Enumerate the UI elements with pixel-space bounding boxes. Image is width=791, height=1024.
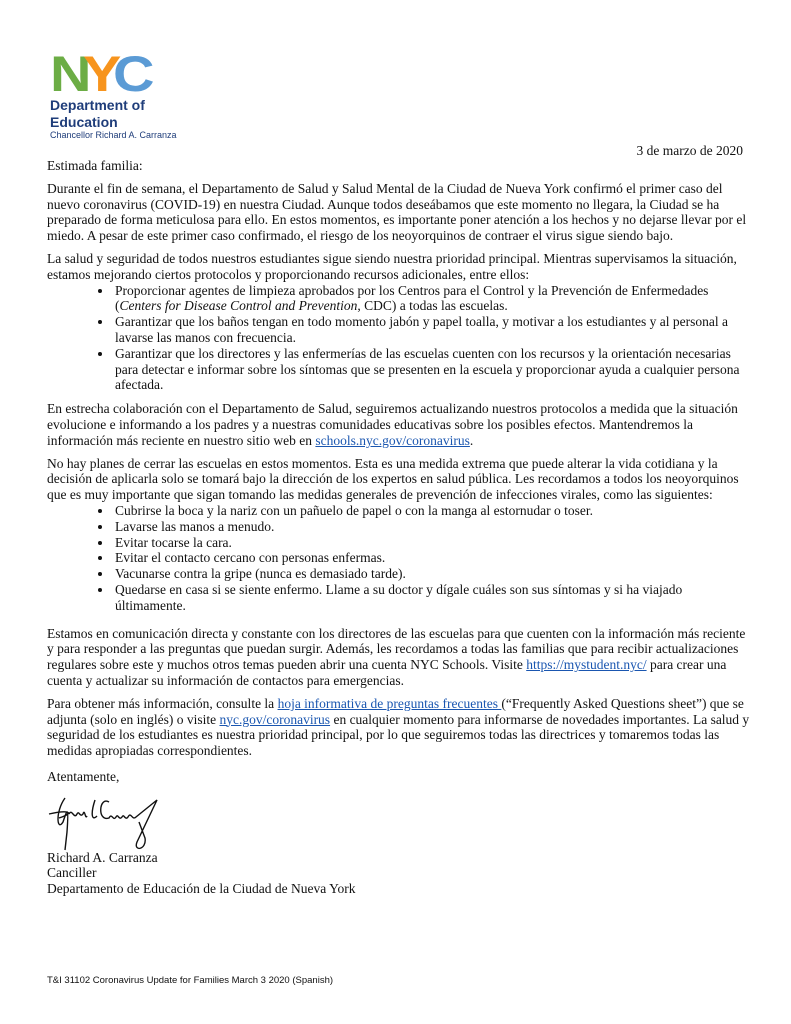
paragraph-1: Durante el fin de semana, el Departamento de Salud y Salud Mental de la Ciudad de Nueva York confirmó el primer caso del nuevo coronavirus (COVID-19) en nuestra Ciudad. Aunque todos deseábamos que este momento no llegara, la Ciudad se ha preparado de forma meticulosa para ello. En estos momentos, es importante poner atención a los hechos y no dejarse llevar por el miedo. A pesar de este primer caso confirmado, el riesgo de los neoyorquinos de contraer el virus sigue siendo bajo. <box>47 180 747 244</box>
letter-body <box>47 158 752 897</box>
signer-name: Richard A. Carranza <box>47 849 158 865</box>
org-name-line2: Education <box>50 114 118 130</box>
salutation: Estimada familia: <box>47 158 143 173</box>
document-footer: T&I 31102 Coronavirus Update for Families March 3 2020 (Spanish) <box>47 975 334 986</box>
list-item: • Cubrirse la boca y la nariz con un pañuelo de papel o con la manga al estornudar o toser. <box>113 503 752 519</box>
prevention-list <box>47 503 752 614</box>
closing: Atentamente, <box>47 768 120 784</box>
schools-coronavirus-link[interactable]: schools.nyc.gov/coronavirus <box>315 432 470 448</box>
logo-letter-y: Y <box>83 46 119 102</box>
paragraph-3: En estrecha colaboración con el Departamento de Salud, seguiremos actualizando nuestros protocolos a medida que la situación evolucione e informando a los padres y a nuestras comunidades educativas sobre los posibles efectos. Mantendremos la información más reciente en nuestro sitio web en schools.nyc.gov/coronavirus. <box>47 401 738 448</box>
logo-letter-c: C <box>113 46 152 102</box>
letter-date: 3 de marzo de 2020 <box>636 143 743 158</box>
paragraph-2: La salud y seguridad de todos nuestros estudiantes sigue siendo nuestra prioridad principal. Mientras supervisamos la situación, estamos mejorando ciertos protocolos y proporcionando recursos adicionales, entre ellos: <box>47 250 737 282</box>
list-item: • Evitar el contacto cercano con personas enfermas. <box>113 550 752 566</box>
signature <box>47 792 752 850</box>
paragraph-4: No hay planes de cerrar las escuelas en estos momentos. Esta es una medida extrema que puede alterar la vida cotidiana y la decisión de aplicarla solo se tomará bajo la dirección de los expertos en salud pública. Les recordamos a todos los neoyorquinos que es muy importante que sigan tomando las medidas generales de prevención de infecciones virales, como las siguientes: <box>47 455 739 503</box>
signer-department: Departamento de Educación de la Ciudad de Nueva York <box>47 881 356 897</box>
list-item: • Evitar tocarse la cara. <box>113 535 752 551</box>
nyc-coronavirus-link[interactable]: nyc.gov/coronavirus <box>219 711 331 727</box>
list-item: • Garantizar que los directores y las enfermerías de las escuelas cuenten con los recursos y la orientación necesarias para detectar e informar sobre los síntomas que se presenten en la escuela y proporcionar ayuda a cualquier persona afectada. <box>113 346 752 393</box>
list-item: • Lavarse las manos a menudo. <box>113 519 752 535</box>
signature-icon <box>47 792 197 852</box>
paragraph-5: Estamos en comunicación directa y constante con los directores de las escuelas para que cuenten con la información más reciente y para responder a las preguntas que puedan surgir. Además, les recordamos a todas las familias que para recibir actualizaciones regulares sobre este y muchos otros temas pueden abrir una cuenta NYC Schools. Visite https://mystudent.nyc/ para crear una cuenta y actualizar su información de contactos para emergencias. <box>47 625 746 688</box>
paragraph-6: Para obtener más información, consulte la hoja informativa de preguntas frecuentes (“Frequently Asked Questions sheet”) que se adjunta (solo en inglés) o visite nyc.gov/coronavirus en cualquier momento para informarse de novedades importantes. La salud y seguridad de los estudiantes es nuestra prioridad principal, por lo que seguiremos todas las directrices y tomaremos todas las medidas apropiadas correspondientes. <box>47 695 750 759</box>
chancellor-line: Chancellor Richard A. Carranza <box>50 130 177 140</box>
list-item: • Quedarse en casa si se siente enfermo. Llame a su doctor y dígale cuáles son sus síntomas y si ha viajado últimamente. <box>113 582 752 614</box>
nyc-wordmark <box>50 46 250 102</box>
list-item: • Vacunarse contra la gripe (nunca es demasiado tarde). <box>113 566 752 582</box>
list-item: • Garantizar que los baños tengan en todo momento jabón y papel toalla, y motivar a los estudiantes y al personal a lavarse las manos con frecuencia. <box>113 314 752 346</box>
measures-list <box>47 283 752 394</box>
signer-title: Canciller <box>47 865 97 881</box>
org-name-line1: Department of <box>50 97 145 113</box>
list-item: • Proporcionar agentes de limpieza aprobados por los Centros para el Control y la Prevención de Enfermedades (Centers for Disease Control and Prevention, CDC) a todas las escuelas. <box>113 283 752 315</box>
mystudent-link[interactable]: https://mystudent.nyc/ <box>526 657 647 673</box>
nyc-doe-logo <box>50 46 250 141</box>
logo-letter-n: N <box>50 46 89 102</box>
faq-sheet-link[interactable]: hoja informativa de preguntas frecuentes <box>277 695 502 711</box>
